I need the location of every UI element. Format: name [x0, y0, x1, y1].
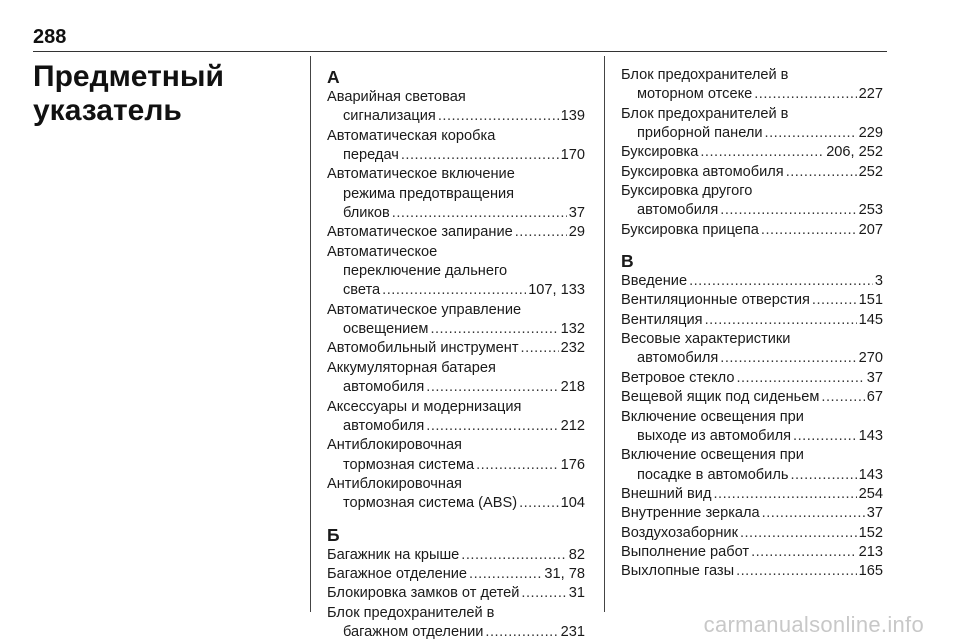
index-title [33, 60, 293, 128]
entry-term: бликов [343, 205, 390, 222]
index-entry [621, 182, 883, 221]
index-entry [327, 436, 585, 475]
entry-page-numbers[interactable]: 82 [568, 546, 585, 563]
dot-leader [705, 311, 857, 330]
dot-leader [720, 349, 856, 368]
index-entry [327, 243, 585, 301]
entry-term: выходе из автомобиля [637, 427, 792, 444]
index-entry [327, 565, 585, 584]
index-entry [621, 163, 883, 182]
page-number: 288 [33, 26, 67, 48]
entry-term: автомобиля [343, 417, 425, 434]
entry-page-numbers[interactable]: 227 [858, 86, 883, 103]
dot-leader [762, 504, 865, 523]
dot-leader [426, 378, 558, 397]
entry-page-numbers[interactable]: 37 [866, 505, 883, 522]
entry-term: багажном отделении [343, 623, 484, 640]
entry-term: автомобиля [343, 379, 425, 396]
dot-leader [438, 107, 559, 126]
entry-term: Автомобильный инструмент [327, 340, 519, 357]
entry-term: Буксировка [621, 144, 699, 161]
entry-term: Вентиляционные отверстия [621, 292, 810, 309]
entry-term: Выполнение работ [621, 543, 750, 560]
entry-page-numbers[interactable]: 218 [560, 379, 585, 396]
dot-leader [689, 272, 873, 291]
entry-page-numbers[interactable]: 151 [858, 292, 883, 309]
entry-term: Весовые характеристики [621, 331, 791, 348]
entry-term: Воздухозаборник [621, 524, 738, 541]
entry-term: Включение освещения при [621, 447, 804, 464]
entry-page-numbers[interactable]: 104 [560, 495, 585, 512]
index-entry [621, 105, 883, 144]
index-column-1 [327, 66, 585, 642]
entry-term: Багажное отделение [327, 565, 468, 582]
index-entry [327, 546, 585, 565]
entry-page-numbers[interactable]: 165 [858, 563, 883, 580]
watermark: carmanualsonline.info [703, 612, 924, 637]
dot-leader [485, 623, 558, 642]
dot-leader [812, 291, 857, 310]
entry-term: сигнализация [343, 108, 436, 125]
entry-term: света [343, 282, 381, 299]
entry-page-numbers[interactable]: 31 [568, 585, 585, 602]
index-entry [621, 504, 883, 523]
entry-term: автомобиля [637, 350, 719, 367]
entry-page-numbers[interactable]: 229 [858, 125, 883, 142]
index-entry [327, 475, 585, 514]
entry-term: тормозная система [343, 456, 475, 473]
entry-term: Аксессуары и модернизация [327, 398, 522, 415]
entry-term: Аккумуляторная батарея [327, 359, 496, 376]
entry-page-numbers[interactable]: 232 [560, 340, 585, 357]
entry-term: Буксировка другого [621, 183, 753, 200]
index-entry [621, 291, 883, 310]
entry-term: Автоматическое управление [327, 301, 522, 318]
entry-page-numbers[interactable]: 213 [858, 543, 883, 560]
dot-leader [521, 584, 566, 603]
index-entry [327, 165, 585, 223]
entry-term: Аварийная световая [327, 89, 466, 105]
entry-term: посадке в автомобиль [637, 466, 789, 483]
index-entry [621, 311, 883, 330]
entry-page-numbers[interactable]: 107, 133 [528, 282, 585, 299]
entry-term: Ветровое стекло [621, 369, 735, 386]
index-entry [327, 398, 585, 437]
entry-page-numbers[interactable]: 252 [858, 163, 883, 180]
dot-leader [736, 562, 857, 581]
index-title-line-1: Предметный [33, 60, 224, 93]
entry-term: Блок предохранителей в [621, 67, 789, 83]
entry-term: Буксировка автомобиля [621, 163, 784, 180]
index-column-2 [621, 66, 883, 582]
dot-leader [736, 369, 864, 388]
dot-leader [426, 417, 558, 436]
entry-page-numbers[interactable]: 152 [858, 524, 883, 541]
index-entry [621, 562, 883, 581]
entry-term: Автоматическая коробка [327, 127, 496, 144]
entry-page-numbers[interactable]: 143 [858, 466, 883, 483]
entry-term: переключение дальнего [343, 263, 508, 280]
column-divider [604, 56, 605, 612]
dot-leader [790, 466, 856, 485]
entry-term: режима предотвращения [343, 185, 515, 202]
entry-term: тормозная система (ABS) [343, 495, 518, 512]
entry-page-numbers[interactable]: 67 [866, 389, 883, 406]
index-entry [621, 272, 883, 291]
index-entry [621, 369, 883, 388]
index-entry [327, 127, 585, 166]
entry-page-numbers[interactable]: 143 [858, 427, 883, 444]
dot-leader [751, 543, 857, 562]
dot-leader [461, 546, 566, 565]
dot-leader [793, 427, 857, 446]
index-entry [327, 301, 585, 340]
index-entry [621, 66, 883, 105]
dot-leader [401, 146, 559, 165]
entry-page-numbers[interactable]: 231 [560, 623, 585, 640]
entry-term: Блок предохранителей в [621, 105, 789, 122]
dot-leader [392, 204, 567, 223]
index-entry [621, 543, 883, 562]
index-entry [621, 143, 883, 162]
entry-term: Автоматическое [327, 243, 438, 260]
index-entry [621, 485, 883, 504]
entry-term: передач [343, 147, 399, 164]
dot-leader [740, 524, 857, 543]
entry-page-numbers[interactable]: 139 [560, 108, 585, 125]
index-entry [327, 584, 585, 603]
index-entry [327, 88, 585, 127]
entry-term: Вещевой ящик под сиденьем [621, 389, 820, 406]
entry-term: Включение освещения при [621, 408, 804, 425]
entry-page-numbers[interactable]: 3 [874, 273, 883, 290]
section-letter: А [327, 67, 340, 87]
index-title-line-2: указатель [33, 94, 182, 127]
dot-leader [476, 456, 559, 475]
entry-term: Багажник на крыше [327, 546, 460, 563]
entry-term: Внутренние зеркала [621, 505, 760, 522]
index-entry [327, 223, 585, 242]
entry-page-numbers[interactable]: 253 [858, 202, 883, 219]
entry-page-numbers[interactable]: 132 [560, 321, 585, 338]
entry-term: моторном отсеке [637, 86, 753, 103]
dot-leader [469, 565, 542, 584]
index-entry [621, 408, 883, 447]
index-entry [327, 604, 585, 642]
entry-page-numbers[interactable]: 176 [560, 456, 585, 473]
section-letter: В [621, 251, 634, 272]
dot-leader [786, 163, 857, 182]
entry-term: Буксировка прицепа [621, 221, 759, 238]
dot-leader [754, 85, 856, 104]
dot-leader [765, 124, 857, 143]
dot-leader [519, 494, 559, 513]
entry-term: Антиблокировочная [327, 475, 462, 492]
entry-page-numbers[interactable]: 254 [858, 485, 883, 502]
entry-page-numbers[interactable]: 170 [560, 147, 585, 164]
dot-leader [761, 221, 857, 240]
entry-page-numbers[interactable]: 29 [568, 224, 585, 241]
entry-term: автомобиля [637, 202, 719, 219]
dot-leader [515, 223, 567, 242]
index-entry [621, 330, 883, 369]
entry-page-numbers[interactable]: 37 [568, 205, 585, 222]
column-divider [310, 56, 311, 612]
entry-term: Блок предохранителей в [327, 604, 495, 621]
entry-page-numbers[interactable]: 207 [858, 221, 883, 238]
dot-leader [430, 320, 558, 339]
entry-term: Блокировка замков от детей [327, 585, 520, 602]
entry-term: Выхлопные газы [621, 563, 735, 580]
entry-term: освещением [343, 321, 429, 338]
entry-term: Антиблокировочная [327, 437, 462, 454]
entry-term: Автоматическое включение [327, 166, 515, 183]
dot-leader [720, 201, 856, 220]
dot-leader [700, 143, 824, 162]
section-letter: Б [327, 524, 340, 545]
entry-page-numbers[interactable]: 145 [858, 311, 883, 328]
entry-term: приборной панели [637, 125, 763, 142]
dot-leader [821, 388, 864, 407]
entry-page-numbers[interactable]: 37 [866, 369, 883, 386]
dot-leader [521, 339, 559, 358]
entry-page-numbers[interactable]: 206, 252 [826, 144, 883, 161]
entry-term: Вентиляция [621, 311, 703, 328]
index-entry [621, 388, 883, 407]
entry-page-numbers[interactable]: 31, 78 [544, 565, 585, 582]
index-entry [327, 339, 585, 358]
entry-page-numbers[interactable]: 270 [858, 350, 883, 367]
header-rule [33, 51, 887, 52]
dot-leader [382, 281, 526, 300]
entry-term: Автоматическое запирание [327, 224, 513, 241]
entry-term: Внешний вид [621, 485, 712, 502]
index-entry [621, 446, 883, 485]
dot-leader [713, 485, 856, 504]
entry-term: Введение [621, 273, 688, 290]
index-entry [621, 221, 883, 240]
index-entry [327, 359, 585, 398]
entry-page-numbers[interactable]: 212 [560, 417, 585, 434]
index-entry [621, 524, 883, 543]
